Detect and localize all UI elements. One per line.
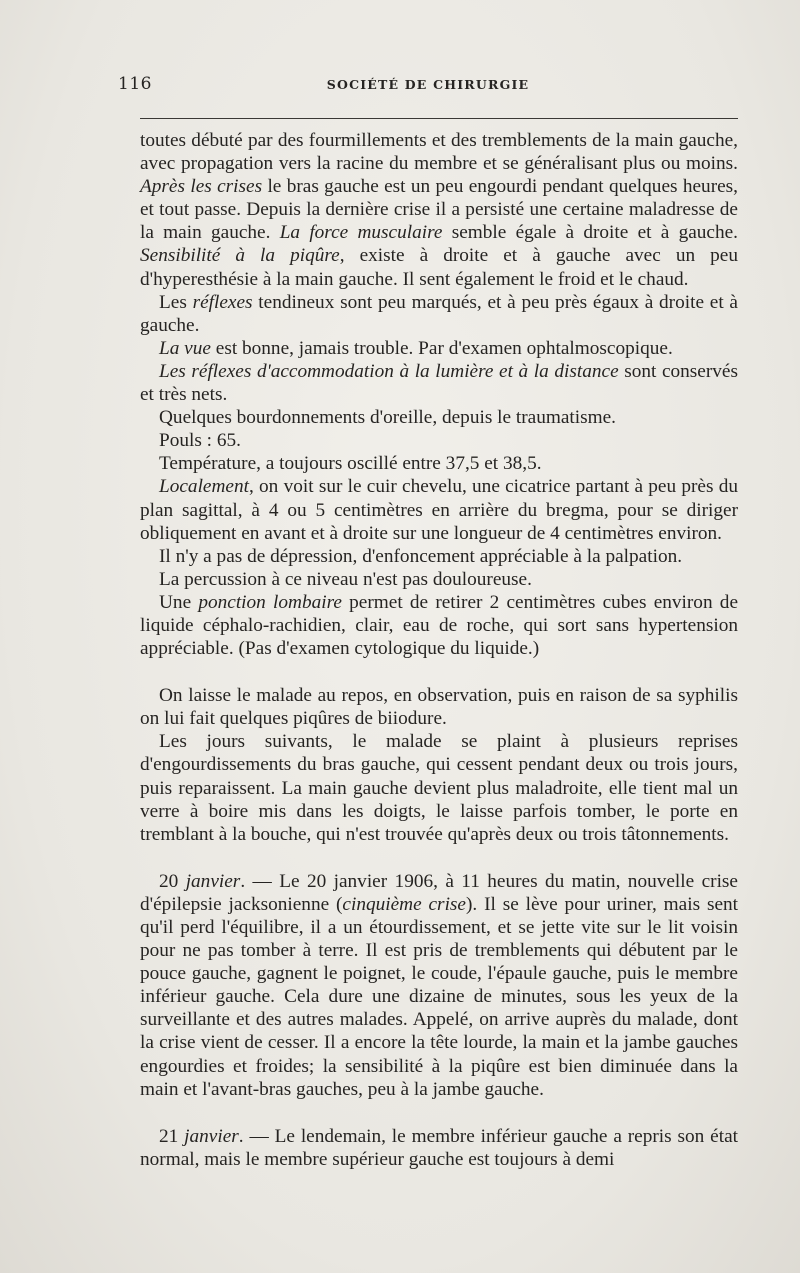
paragraph-vue: La vue est bonne, jamais trouble. Par d'examen ophtalmoscopique. xyxy=(159,337,673,359)
paragraph-20-janvier: 20 janvier. — Le 20 janvier 1906, à 11 heures du matin, nouvelle crise d'épilepsie jacksonienne (cinquième crise). Il se lève pour uriner, mais sent qu'il perd l'équilibre, il a un étourdissement, et se jette vite sur le lit voisin pour ne pas tomber à terre. Il est pris de tremblements qui débutent par le pouce gauche, gagnent le poignet, le coude, l'épaule gauche, puis le membre inférieur gauche. Cela dure une dizaine de minutes, sous les yeux de la surveillante et des autres malades. Appelé, on arrive auprès du malade, dont la crise vient de cesser. Il a encore la tête lourde, la main et la jambe gauches engourdies et froides; la sensibilité à la piqûre est bien diminuée dans la main et l'avant-bras gauches, peu à la jambe gauche. xyxy=(140,870,738,1100)
paragraph-temperature: Température, a toujours oscillé entre 37,5 et 38,5. xyxy=(159,453,542,475)
paragraph-jours-suivants: Les jours suivants, le malade se plaint à plusieurs reprises d'engourdissements du bras gauche, qui cessent pendant deux ou trois jours, puis reparaissent. La main gauche devient plus maladroite, elle tient mal un verre à boire mis dans les doigts, le laisse parfois tomber, le porte en tremblant à la bouche, qui n'est trouvée qu'après deux ou trois tâtonnements. xyxy=(140,731,738,845)
paragraph-ponction: Une ponction lombaire permet de retirer 2 centimètres cubes environ de liquide céphalo-rachidien, clair, eau de roche, qui sort sans hypertension appréciable. (Pas d'examen cytologique du liquide.) xyxy=(140,591,739,660)
body-text xyxy=(140,129,738,1171)
paragraph-percussion: La percussion à ce niveau n'est pas douloureuse. xyxy=(159,568,532,590)
page-number: 116 xyxy=(118,74,152,94)
paragraph-21-janvier: 21 janvier. — Le lendemain, le membre inférieur gauche a repris son état normal, mais le membre supérieur gauche est toujours à demi xyxy=(140,1125,739,1170)
paragraph-pouls: Pouls : 65. xyxy=(159,430,241,452)
paragraph-repos: On laisse le malade au repos, en observation, puis en raison de sa syphilis on lui fait quelques piqûres de biiodure. xyxy=(140,685,738,730)
page-header xyxy=(118,74,738,104)
running-head: SOCIÉTÉ DE CHIRURGIE xyxy=(326,77,530,92)
header-rule xyxy=(140,118,738,119)
paragraph-depression: Il n'y a pas de dépression, d'enfoncement appréciable à la palpation. xyxy=(159,545,683,567)
paragraph-bourdonnements: Quelques bourdonnements d'oreille, depuis le traumatisme. xyxy=(159,407,617,429)
paragraph-continuation: toutes débuté par des fourmillements et des tremblements de la main gauche, avec propagation vers la racine du membre et se généralisant plus ou moins. Après les crises le bras gauche est un peu engourdi pendant quelques heures, et tout passe. Depuis la dernière crise il a persisté une certaine maladresse de la main gauche. La force musculaire semble égale à droite et à gauche. Sensibilité à la piqûre, existe à droite et à gauche avec un peu d'hyperesthésie à la main gauche. Il sent également le froid et le chaud. xyxy=(140,130,739,290)
paragraph-localement: Localement, on voit sur le cuir chevelu, une cicatrice partant à peu près du plan sagittal, à 4 ou 5 centimètres en arrière du bregma, pour se diriger obliquement en avant et à droite sur une longueur de 4 centimètres environ. xyxy=(140,476,738,544)
paragraph-accommodation: Les réflexes d'accommodation à la lumière et à la distance sont conservés et très nets. xyxy=(140,360,738,406)
paragraph-reflexes: Les réflexes tendineux sont peu marqués, et à peu près égaux à droite et à gauche. xyxy=(140,291,738,336)
